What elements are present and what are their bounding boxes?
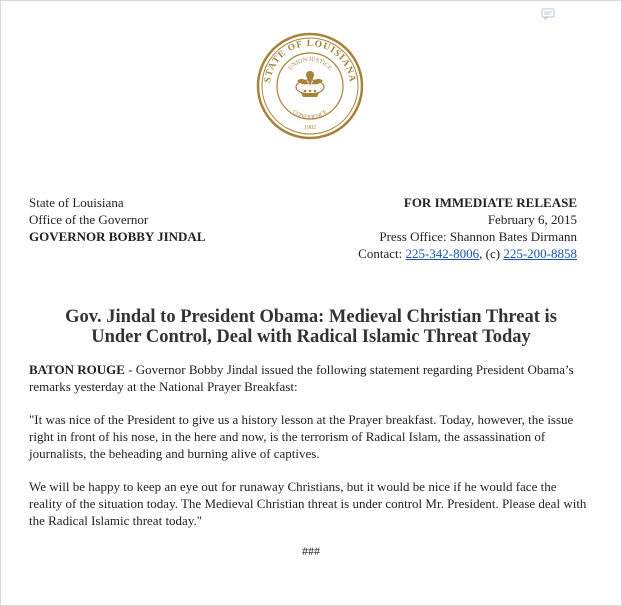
release-info-block (358, 194, 577, 262)
issuer-governor: GOVERNOR BOBBY JINDAL (29, 229, 206, 244)
dateline: BATON ROUGE (29, 362, 125, 377)
quote-paragraph-1: "It was nice of the President to give us a history lesson at the Prayer breakfast. Today, however, the issue right in front of his nose, in the here and now, is the terrorism of Radical Islam, the assassination of journalists, the beheading and burning alive of captives. (29, 412, 574, 461)
release-date: February 6, 2015 (487, 212, 577, 227)
cell-phone-link[interactable]: 225-200-8858 (503, 246, 577, 261)
headline-line-2: Under Control, Deal with Radical Islamic Threat Today (91, 327, 531, 347)
press-office: Press Office: Shannon Bates Dirmann (379, 229, 577, 244)
office-phone-link[interactable]: 225-342-8006 (405, 246, 480, 261)
headline (21, 307, 601, 347)
state-seal (255, 31, 365, 141)
release-body (29, 361, 589, 545)
svg-text:CONFIDENCE (291, 109, 329, 121)
seal-inner-bottom-text: CONFIDENCE (291, 109, 329, 122)
contact-label: Contact: (358, 246, 406, 261)
seal-inner-top-text: UNION JUSTICE (287, 56, 333, 72)
comment-icon[interactable] (541, 7, 557, 19)
issuer-office: Office of the Governor (29, 212, 149, 227)
intro-paragraph (29, 361, 589, 395)
headline-line-1: Gov. Jindal to President Obama: Medieval Christian Threat is (65, 307, 557, 327)
seal-year: 1902 (304, 125, 316, 131)
quote-paragraph-2: We will be happy to keep an eye out for runaway Christians, but it would be nice if he would face the reality of the situation today. The Medieval Christian threat is under control Mr. President. Please deal with the Radical Islamic threat today." (29, 479, 587, 528)
intro-text: - Governor Bobby Jindal issued the following statement regarding President Obama’s remarks yesterday at the National Prayer Breakfast: (29, 362, 574, 394)
pelican-icon (296, 71, 324, 97)
seal-outer-text: STATE OF LOUISIANA (263, 38, 357, 84)
contact-line (358, 245, 577, 262)
release-status: FOR IMMEDIATE RELEASE (403, 195, 577, 210)
issuer-state: State of Louisiana (29, 195, 124, 210)
issuer-block (29, 194, 205, 245)
svg-text:UNION JUSTICE (288, 57, 333, 72)
end-mark: ### (302, 544, 320, 558)
cell-label: , (c) (479, 246, 504, 261)
